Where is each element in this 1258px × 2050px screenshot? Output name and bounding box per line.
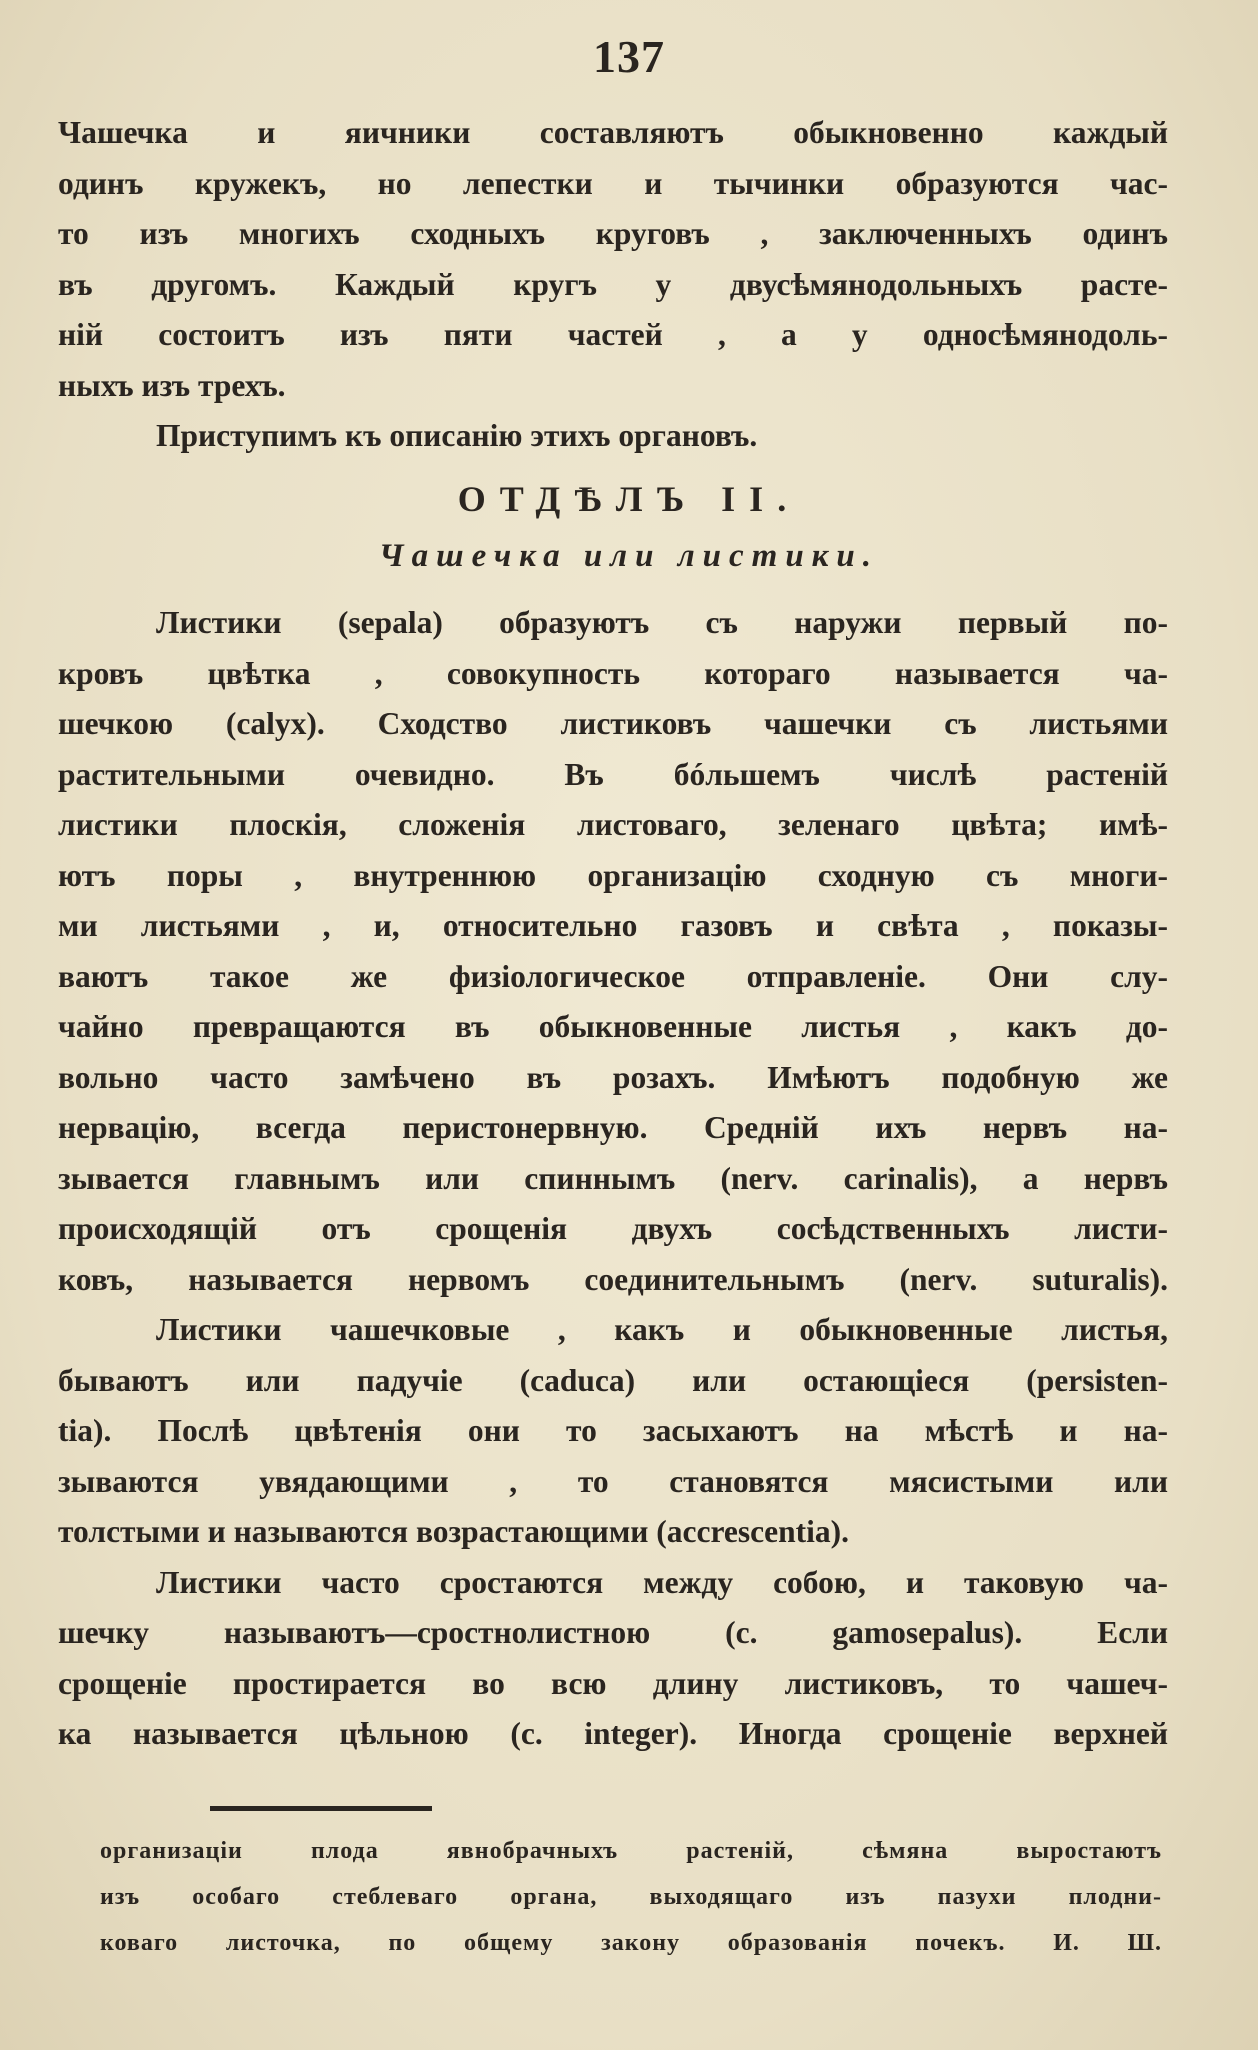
text-line: ныхъ изъ трехъ. [58,367,286,403]
text-line: вольно часто замѣчено въ розахъ. Имѣютъ подобную же [58,1059,1168,1095]
text-line: бываютъ или падучіе (caduca) или остающіеся (persisten- [58,1362,1168,1398]
text-line: ній состоитъ изъ пяти частей , а у односѣмянодоль- [58,317,1168,352]
text-line: толстыми и называются возрастающими (accrescentia). [58,1514,849,1549]
text-line: ковъ, называется нервомъ соединительнымъ (nerv. suturalis). [58,1261,1168,1297]
text-line: Чашечка и яичники составляютъ обыкновенно каждый [58,115,1168,150]
text-line: зывается главнымъ или спиннымъ (nerv. carinalis), а нервъ [58,1160,1168,1196]
footnote-line: изъ особаго стеблеваго органа, выходящаго изъ пазухи плодни- [100,1884,1162,1910]
text-line: одинъ кружекъ, но лепестки и тычинки образуются час- [58,165,1168,201]
footnote-line: коваго листочка, по общему закону образованія почекъ. И. Ш. [100,1930,1162,1956]
footnote-divider [210,1806,432,1811]
text-line: Листики чашечковые , какъ и обыкновенные листья, [156,1312,1168,1347]
text-line: срощеніе простирается во всю длину листиковъ, то чашеч- [58,1665,1168,1701]
body-paragraphs [58,598,1168,1760]
page-number: 137 [593,31,665,82]
section-title: ОТДѢЛЪ II. [457,479,801,519]
footnote-line: организаціи плода явнобрачныхъ растеній, сѣмяна выростаютъ [100,1838,1162,1864]
text-line: зываются увядающими , то становятся мясистыми или [58,1463,1168,1499]
section-subtitle: Чашечка или листики. [378,538,880,574]
text-line: шечку называютъ—сростнолистною (c. gamosepalus). Если [58,1615,1168,1650]
text-line: ваютъ такое же физіологическое отправленіе. Они слу- [58,958,1168,994]
text-line: ка называется цѣльною (c. integer). Иногда срощеніе верхней [58,1716,1168,1751]
text-line: ми листьями , и, относительно газовъ и свѣта , показы- [58,908,1168,943]
text-line: нервацію, всегда перистонервную. Средній ихъ нервъ на- [58,1110,1168,1145]
text-line: Листики (sepala) образуютъ съ наружи первый по- [156,605,1168,640]
text-line: происходящій отъ срощенія двухъ сосѣдственныхъ листи- [58,1211,1168,1246]
footnote [100,1828,1162,1966]
text-line: въ другомъ. Каждый кругъ у двусѣмянодольныхъ расте- [58,266,1168,302]
text-line: то изъ многихъ сходныхъ круговъ , заключенныхъ одинъ [58,216,1168,251]
text-line: Листики часто сростаются между собою, и таковую ча- [156,1564,1168,1600]
text-line: чайно превращаются въ обыкновенные листья , какъ до- [58,1009,1168,1044]
intro-paragraph [58,108,1168,462]
text-line: кровъ цвѣтка , совокупность котораго называется ча- [58,655,1168,691]
text-line: листики плоскія, сложенія листоваго, зеленаго цвѣта; имѣ- [58,807,1168,842]
text-line: растительными очевидно. Въ бóльшемъ числѣ растеній [58,756,1168,792]
text-line: шечкою (calyx). Сходство листиковъ чашечки съ листьями [58,706,1168,741]
text-line: ютъ поры , внутреннюю организацію сходную съ многи- [58,857,1168,893]
text-line: Приступимъ къ описанію этихъ органовъ. [156,418,758,453]
text-line: tia). Послѣ цвѣтенія они то засыхаютъ на мѣстѣ и на- [58,1413,1168,1448]
